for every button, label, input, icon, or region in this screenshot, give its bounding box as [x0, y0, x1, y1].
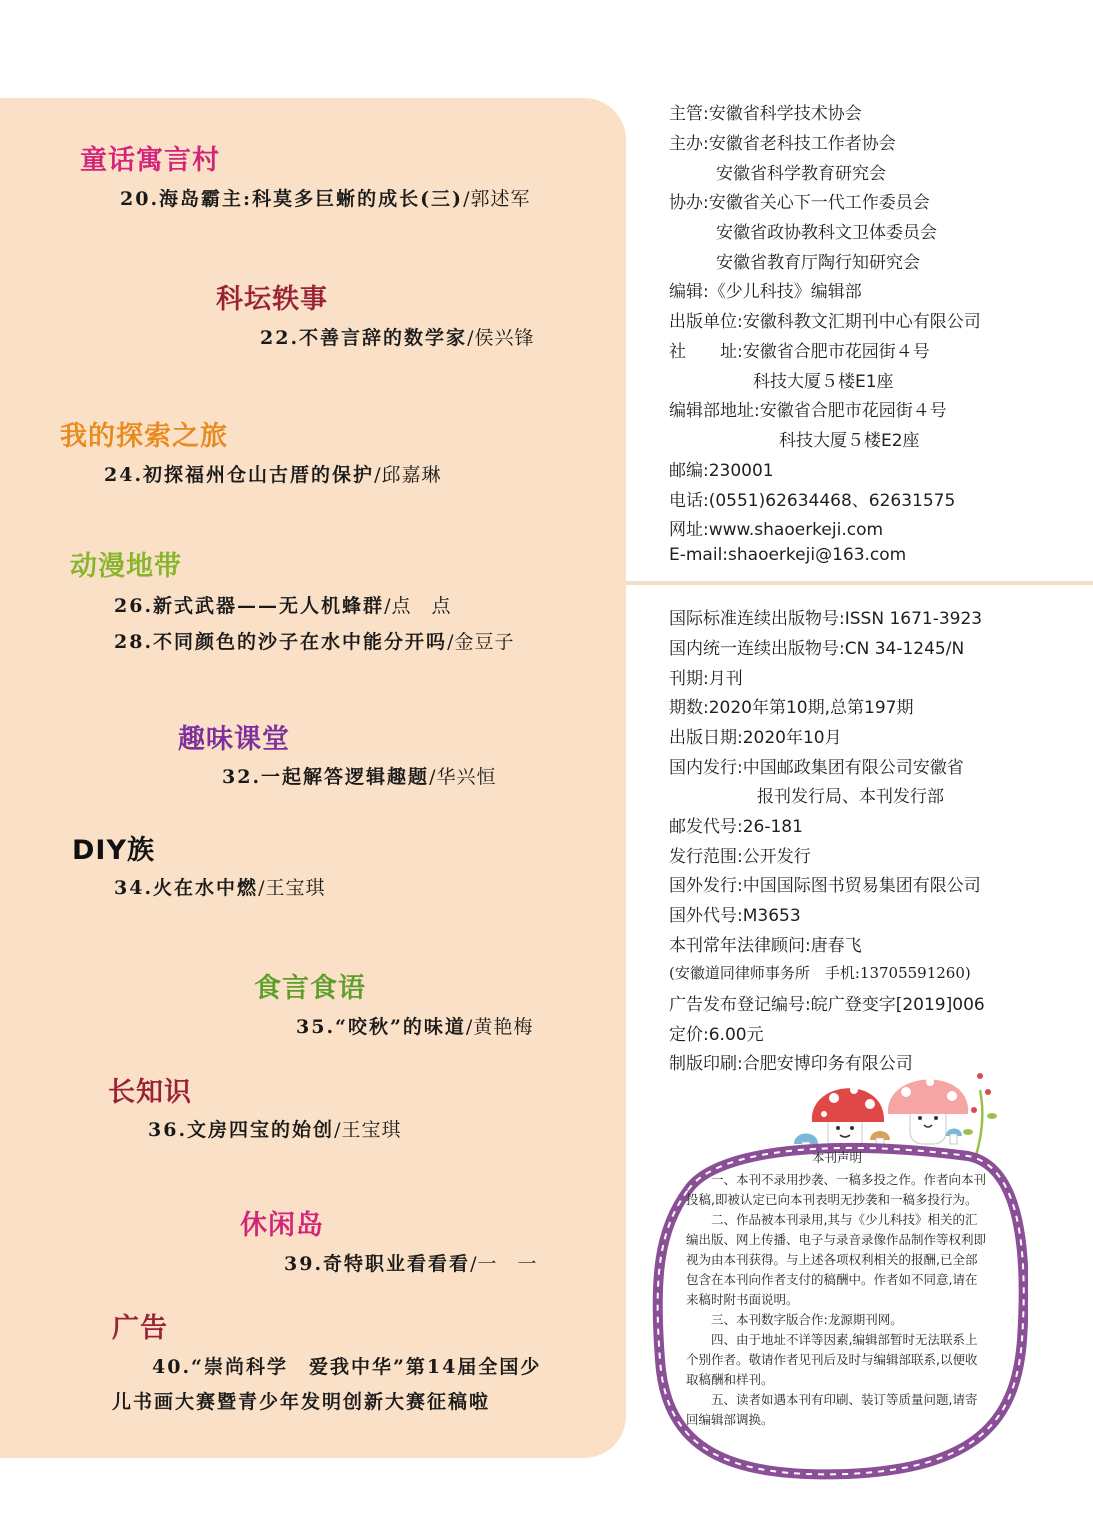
info-line: 定价:6.00元 [669, 1025, 764, 1045]
notice-paragraph: 三、本刊数字版合作:龙源期刊网。 [711, 1312, 903, 1327]
section-title: 食言食语 [254, 973, 366, 1004]
toc-entry[interactable]: 36.文房四宝的始创/王宝琪 [148, 1119, 402, 1141]
section-title: 广告 [112, 1313, 168, 1344]
section-title: 动漫地带 [70, 551, 182, 582]
section-title: 趣味课堂 [178, 724, 290, 755]
notice-paragraph: 四、由于地址不详等因素,编辑部暂时无法联系上个别作者。敬请作者见刊后及时与编辑部联系,以便收取稿酬和样刊。 [686, 1332, 978, 1387]
info-line: 国外发行:中国国际图书贸易集团有限公司 [669, 876, 981, 896]
toc-entry[interactable]: 26.新式武器——无人机蜂群/点 点 [114, 595, 452, 617]
info-line: 国内发行:中国邮政集团有限公司安徽省 [669, 758, 964, 778]
section-title: 休闲岛 [240, 1210, 324, 1241]
info-line: 科技大厦５楼E1座 [753, 372, 894, 392]
toc-entry[interactable]: 24.初探福州仓山古厝的保护/邱嘉琳 [104, 464, 442, 486]
section-title: 长知识 [108, 1077, 192, 1108]
section-title: 童话寓言村 [80, 145, 220, 176]
notice-paragraph: 五、读者如遇本刊有印刷、装订等质量问题,请寄回编辑部调换。 [686, 1392, 978, 1427]
info-line: 发行范围:公开发行 [669, 847, 811, 867]
info-line: 安徽省科学教育研究会 [716, 164, 886, 184]
notice-paragraph: 一、本刊不录用抄袭、一稿多投之作。作者向本刊投稿,即被认定已向本刊表明无抄袭和一稿多投行为。 [686, 1172, 987, 1207]
info-line: 广告发布登记编号:皖广登变字[2019]006 [669, 995, 985, 1015]
notice-board [648, 1070, 1028, 1480]
info-line: 期数:2020年第10期,总第197期 [669, 698, 914, 718]
section-title: 我的探索之旅 [60, 421, 228, 452]
info-line: 邮发代号:26-181 [669, 817, 803, 837]
info-line: 出版日期:2020年10月 [669, 728, 842, 748]
info-line: 编辑:《少儿科技》编辑部 [669, 282, 862, 302]
section-divider [626, 581, 1093, 585]
toc-entry[interactable]: 35.“咬秋”的味道/黄艳梅 [296, 1016, 534, 1038]
info-line: 制版印刷:合肥安博印务有限公司 [669, 1054, 913, 1074]
toc-entry[interactable]: 32.一起解答逻辑趣题/华兴恒 [222, 766, 497, 788]
info-line: 安徽省政协教科文卫体委员会 [716, 223, 937, 243]
toc-entry[interactable]: 22.不善言辞的数学家/侯兴锋 [260, 327, 535, 349]
info-line: 社 址:安徽省合肥市花园街４号 [669, 342, 930, 362]
notice-paragraph: 二、作品被本刊录用,其与《少儿科技》相关的汇编出版、网上传播、电子与录音录像作品制作等权利即视为由本刊获得。与上述各项权利相关的报酬,已全部包含在本刊向作者支付的稿酬中。作者如不同意,请在来稿时附书面说明。 [686, 1212, 987, 1307]
section-title: 科坛轶事 [216, 284, 328, 315]
info-line: 报刊发行局、本刊发行部 [757, 787, 944, 807]
section-title: DIY族 [72, 835, 156, 866]
info-line: 主管:安徽省科学技术协会 [669, 104, 862, 124]
info-line: 主办:安徽省老科技工作者协会 [669, 134, 896, 154]
info-line: 邮编:230001 [669, 461, 774, 481]
info-line: 国外代号:M3653 [669, 906, 801, 926]
toc-entry[interactable]: 39.奇特职业看看看/一 一 [284, 1253, 538, 1275]
notice-content [686, 1148, 988, 1430]
toc-entry[interactable]: 40.“崇尚科学 爱我中华”第14届全国少 [152, 1356, 542, 1378]
toc-entry[interactable]: 儿书画大赛暨青少年发明创新大赛征稿啦 [112, 1391, 491, 1413]
info-line: 刊期:月刊 [669, 669, 743, 689]
info-line: 国内统一连续出版物号:CN 34-1245/N [669, 639, 965, 659]
info-line: 国际标准连续出版物号:ISSN 1671-3923 [669, 609, 983, 629]
info-line: 编辑部地址:安徽省合肥市花园街４号 [669, 401, 947, 421]
email-link[interactable]: E-mail:shaoerkeji@163.com [669, 545, 907, 565]
info-line: 电话:(0551)62634468、62631575 [669, 491, 956, 511]
toc-entry[interactable]: 20.海岛霸主:科莫多巨蜥的成长(三)/郭述军 [120, 188, 531, 210]
website-link[interactable]: 网址:www.shaoerkeji.com [669, 520, 884, 540]
info-line: 协办:安徽省关心下一代工作委员会 [669, 193, 930, 213]
info-line: (安徽道同律师事务所 手机:13705591260) [669, 964, 971, 982]
info-line: 科技大厦５楼E2座 [779, 431, 920, 451]
info-line: 安徽省教育厅陶行知研究会 [716, 253, 920, 273]
notice-title: 本刊声明 [811, 1150, 862, 1165]
toc-entry[interactable]: 28.不同颜色的沙子在水中能分开吗/金豆子 [114, 631, 515, 653]
red-mushroom-icon [812, 1086, 884, 1152]
info-line: 本刊常年法律顾问:唐春飞 [669, 936, 862, 956]
toc-entry[interactable]: 34.火在水中燃/王宝琪 [114, 877, 326, 899]
info-line: 出版单位:安徽科教文汇期刊中心有限公司 [669, 312, 981, 332]
